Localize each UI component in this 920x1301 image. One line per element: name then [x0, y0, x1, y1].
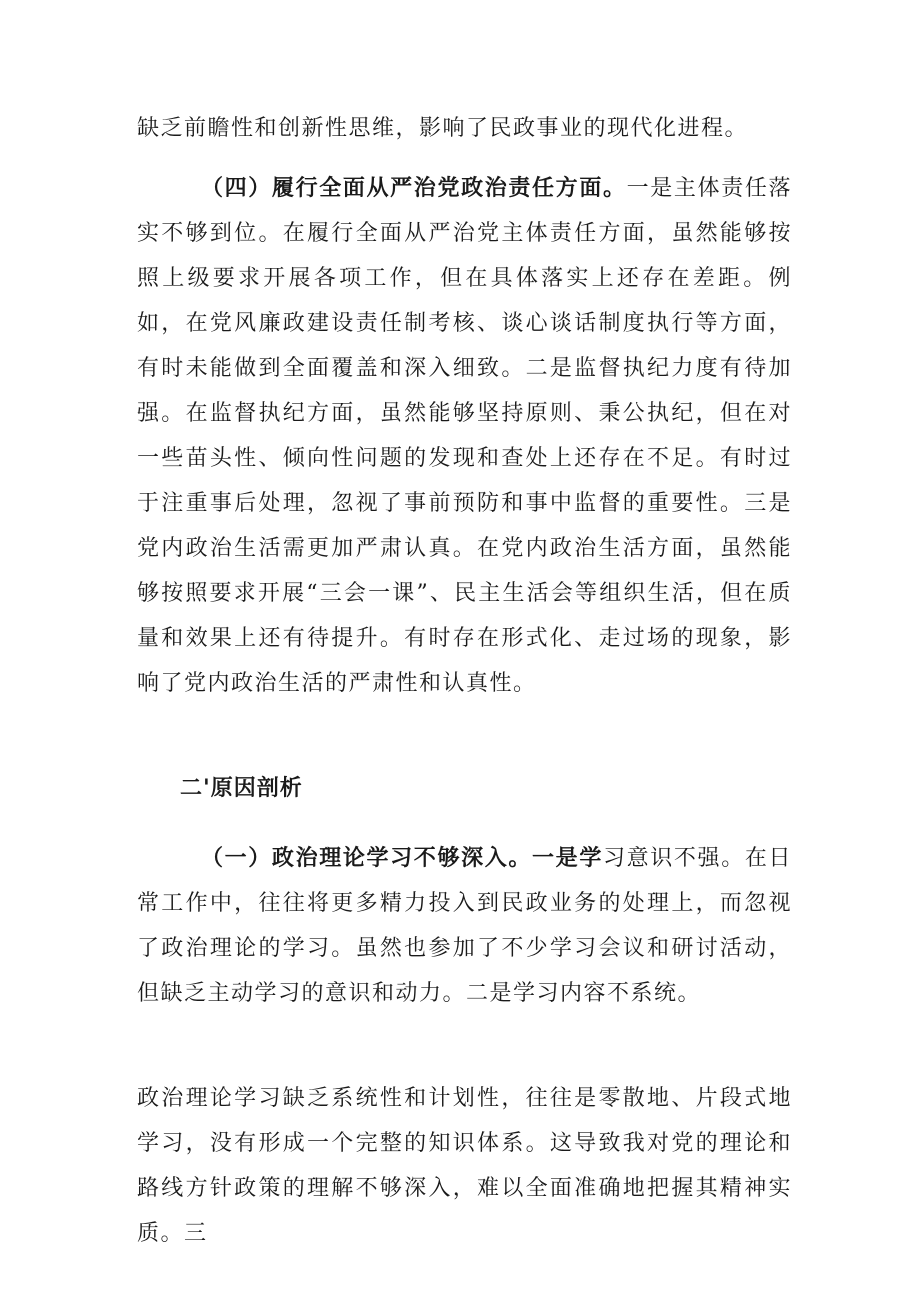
paragraph-continuation-2: [137, 1076, 792, 1256]
section-heading-inline: （四）履行全面从严治党政治责任方面。: [201, 176, 627, 201]
paragraph-section-one: [137, 836, 792, 1016]
paragraph-text: 习意识不强。在日常工作中，往往将更多精力投入到民政业务的处理上，而忽视了政治理论的学习。虽然也参加了不少学习会议和研讨活动，但缺乏主动学习的意识和动力。二是学习内容不系统。: [137, 846, 792, 1006]
paragraph-text: 缺乏前瞻性和创新性思维，影响了民政事业的现代化进程。: [137, 116, 749, 141]
paragraph-text: 政治理论学习缺乏系统性和计划性，往往是零散地、片段式地学习，没有形成一个完整的知识体系。这导致我对党的理论和路线方针政策的理解不够深入，难以全面准确地把握其精神实质。三: [137, 1086, 792, 1246]
paragraph-text: 一是主体责任落实不够到位。在履行全面从严治党主体责任方面，虽然能够按照上级要求开展各项工作，但在具体落实上还存在差距。例如，在党风廉政建设责任制考核、谈心谈话制度执行等方面，有时未能做到全面覆盖和深入细致。二是监督执纪力度有待加强。在监督执纪方面，虽然能够坚持原则、秉公执纪，但在对一些苗头性、倾向性问题的发现和查处上还存在不足。有时过于注重事后处理，忽视了事前预防和事中监督的重要性。三是党内政治生活需更加严肃认真。在党内政治生活方面，虽然能够按照要求开展“三会一课”、民主生活会等组织生活，但在质量和效果上还有待提升。有时存在形式化、走过场的现象，影响了党内政治生活的严肃性和认真性。: [137, 176, 792, 696]
paragraph-continuation: [137, 106, 792, 151]
section-heading-inline: （一）政治理论学习不够深入。一是学: [201, 846, 603, 871]
paragraph-section-four: [137, 166, 792, 706]
section-heading: 二'原因剖析: [180, 776, 303, 801]
